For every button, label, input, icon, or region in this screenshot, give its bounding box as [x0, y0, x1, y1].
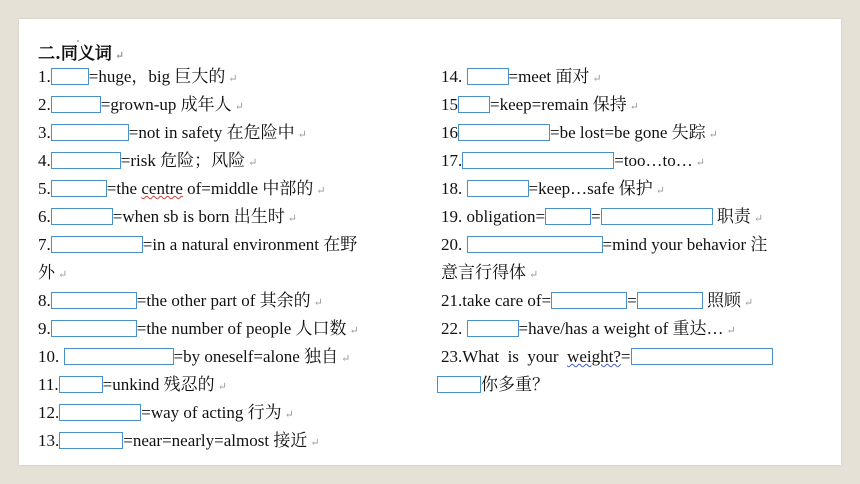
paragraph-mark: ↵ — [58, 269, 68, 281]
paragraph-mark: ↵ — [726, 325, 736, 337]
item-text: =by oneself=alone 独自 — [173, 347, 339, 366]
item-number: 5. — [38, 179, 51, 198]
answer-blank-1[interactable] — [51, 68, 89, 85]
item-text: 外 — [38, 263, 55, 282]
item-text: =be lost=be gone 失踪 — [550, 123, 706, 142]
item-number: 12. — [38, 403, 60, 422]
answer-blank-23a[interactable] — [631, 348, 773, 365]
paragraph-mark: ↵ — [310, 437, 320, 449]
item-number: 2. — [38, 95, 51, 114]
item-text: =keep=remain 保持 — [490, 95, 627, 114]
item-text: =unkind 残忍的 — [102, 375, 215, 394]
item-number: 20. — [441, 235, 467, 254]
item-6 — [38, 207, 297, 227]
item-text: What is your — [462, 347, 568, 366]
paragraph-mark: ↵ — [217, 381, 227, 393]
answer-blank-13[interactable] — [59, 432, 123, 449]
item-16 — [441, 123, 718, 143]
item-23 — [441, 347, 773, 367]
paragraph-mark: ↵ — [228, 73, 238, 85]
answer-blank-2[interactable] — [51, 96, 101, 113]
paragraph-mark: ↵ — [313, 297, 323, 309]
answer-blank-9[interactable] — [51, 320, 137, 337]
item-8 — [38, 291, 323, 311]
item-7 — [38, 235, 357, 255]
paragraph-mark: ↵ — [708, 129, 718, 141]
paragraph-mark: ↵ — [743, 297, 754, 309]
paragraph-mark: ↵ — [529, 269, 539, 281]
item-20 — [441, 235, 767, 255]
item-text: =the number of people 人口数 — [136, 319, 347, 338]
item-number: 3. — [38, 123, 51, 142]
answer-blank-5[interactable] — [51, 180, 107, 197]
answer-blank-11[interactable] — [59, 376, 103, 393]
item-22 — [441, 319, 736, 339]
item-text: 职责 — [712, 207, 751, 226]
item-1 — [38, 67, 238, 87]
item-13 — [38, 431, 320, 451]
item-text: =have/has a weight of 重达… — [518, 319, 724, 338]
item-text: =mind your behavior 注 — [602, 235, 768, 254]
item-15 — [441, 95, 639, 115]
paragraph-mark: ↵ — [297, 129, 307, 141]
item-17 — [441, 151, 705, 171]
paragraph-mark: ↵ — [349, 325, 359, 337]
item-text: =the other part of 其余的 — [136, 291, 311, 310]
item-number: 16 — [441, 123, 458, 142]
item-text: =grown-up 成年人 — [100, 95, 232, 114]
item-text: of=middle 中部的 — [182, 179, 314, 198]
item-7-continued — [38, 263, 67, 283]
answer-blank-20[interactable] — [467, 236, 603, 253]
item-14 — [441, 67, 602, 87]
answer-blank-19b[interactable] — [601, 208, 713, 225]
answer-blank-8[interactable] — [51, 292, 137, 309]
answer-blank-4[interactable] — [51, 152, 121, 169]
answer-blank-21b[interactable] — [637, 292, 703, 309]
item-number: 22. — [441, 319, 467, 338]
item-text: =in a natural environment 在野 — [142, 235, 358, 254]
grammar-flag-word: weight? — [567, 347, 621, 366]
item-21 — [441, 291, 753, 311]
paragraph-mark: ↵ — [695, 157, 706, 169]
item-number: 15 — [441, 95, 458, 114]
item-number: 14. — [441, 67, 467, 86]
item-12 — [38, 403, 294, 423]
answer-blank-21a[interactable] — [551, 292, 627, 309]
item-text: =not in safety 在危险中 — [128, 123, 295, 142]
item-text: =way of acting 行为 — [141, 403, 282, 422]
item-number: 4. — [38, 151, 51, 170]
item-text: =keep…safe 保护 — [528, 179, 653, 198]
item-5 — [38, 179, 326, 199]
item-number: 13. — [38, 431, 60, 450]
item-text: =meet 面对 — [508, 67, 590, 86]
item-text: =the — [106, 179, 142, 198]
answer-blank-12[interactable] — [59, 404, 141, 421]
answer-blank-15[interactable] — [458, 96, 490, 113]
item-number: 23. — [441, 347, 463, 366]
answer-blank-7[interactable] — [51, 236, 143, 253]
paragraph-mark: ↵ — [284, 409, 294, 421]
item-text: 意言行得体 — [441, 263, 526, 282]
item-text: = — [620, 347, 631, 366]
item-number: 9. — [38, 319, 51, 338]
answer-blank-18[interactable] — [467, 180, 529, 197]
item-text: = — [591, 207, 601, 226]
item-text: 照顾 — [702, 291, 741, 310]
item-number: 17. — [441, 151, 463, 170]
item-text: = — [627, 291, 637, 310]
heading-text: 二.同义词 — [38, 44, 112, 64]
item-text: =when sb is born 出生时 — [112, 207, 285, 226]
answer-blank-23b[interactable] — [437, 376, 481, 393]
answer-blank-17[interactable] — [462, 152, 614, 169]
worksheet-page — [19, 19, 841, 465]
item-11 — [38, 375, 227, 395]
item-number: 1. — [38, 67, 51, 86]
item-20-continued — [441, 263, 538, 283]
item-number: 10. — [38, 347, 64, 366]
item-number: 8. — [38, 291, 51, 310]
item-23-continued — [437, 375, 549, 395]
answer-blank-16[interactable] — [458, 124, 550, 141]
paragraph-mark: ↵ — [753, 213, 764, 225]
paragraph-mark: ↵ — [234, 101, 244, 113]
item-number: 18. — [441, 179, 467, 198]
item-18 — [441, 179, 665, 199]
item-text: take care of= — [462, 291, 552, 310]
section-heading — [38, 39, 124, 64]
paragraph-mark: ↵ — [629, 101, 639, 113]
item-2 — [38, 95, 244, 115]
item-number: 19. — [441, 207, 467, 226]
item-3 — [38, 123, 307, 143]
answer-blank-22[interactable] — [467, 320, 519, 337]
answer-blank-6[interactable] — [51, 208, 113, 225]
answer-blank-14[interactable] — [467, 68, 509, 85]
item-number: 21. — [441, 291, 463, 310]
spellcheck-word: centre — [141, 179, 183, 198]
item-text: =too…to… — [614, 151, 693, 170]
paragraph-mark: ↵ — [114, 49, 125, 62]
paragraph-mark: ↵ — [655, 185, 666, 197]
paragraph-mark: ↵ — [248, 157, 258, 169]
item-number: 7. — [38, 235, 51, 254]
item-text: obligation= — [466, 207, 546, 226]
paragraph-mark: ↵ — [341, 353, 351, 365]
item-number: 11. — [38, 375, 59, 394]
item-text: 你多重？ — [481, 375, 549, 394]
answer-blank-19a[interactable] — [545, 208, 591, 225]
item-text: =near=nearly=almost 接近 — [123, 431, 308, 450]
item-4 — [38, 151, 257, 171]
paragraph-mark: ↵ — [316, 185, 326, 197]
paragraph-mark: ↵ — [592, 73, 602, 85]
item-9 — [38, 319, 359, 339]
answer-blank-10[interactable] — [64, 348, 174, 365]
item-19 — [441, 207, 763, 227]
item-text: =risk 危险；风险 — [120, 151, 246, 170]
answer-blank-3[interactable] — [51, 124, 129, 141]
item-10 — [38, 347, 350, 367]
item-number: 6. — [38, 207, 51, 226]
paragraph-mark: ↵ — [287, 213, 297, 225]
item-text: =huge，big 巨大的 — [88, 67, 226, 86]
